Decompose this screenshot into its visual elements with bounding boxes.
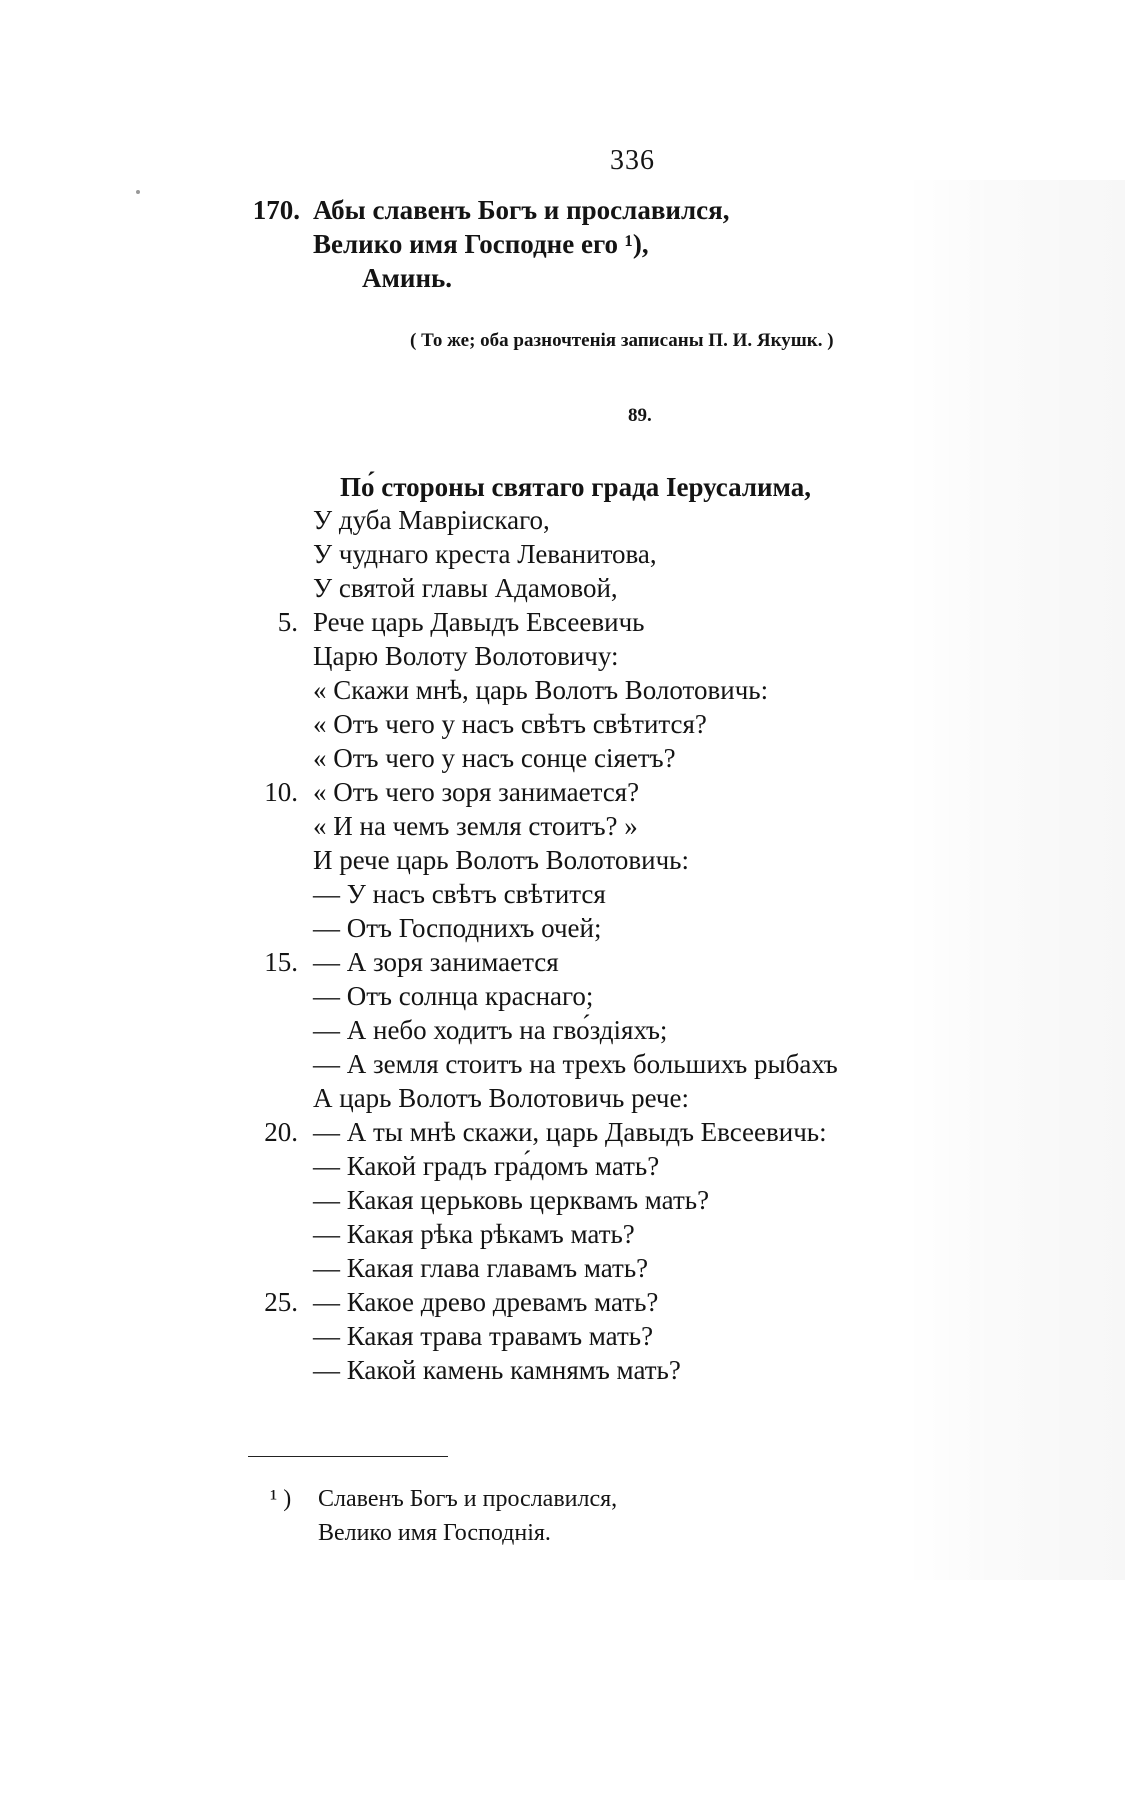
poem-line-2: У дуба Мавріискаго, — [313, 505, 550, 535]
poem-line-20: — А ты мнѣ скажи, царь Давыдъ Евсеевичь: — [313, 1117, 827, 1147]
poem-line-17: — А небо ходитъ на гво́здіяхъ; — [313, 1015, 668, 1045]
line-number-170: 170. — [252, 195, 300, 225]
poem-line-23: — Какая рѣка рѣкамъ мать? — [313, 1219, 635, 1249]
poem-line-19: А царь Волотъ Волотовичь рече: — [313, 1083, 689, 1113]
poem-line-10: « Отъ чего зоря занимается? — [313, 777, 640, 807]
prev-line-amen: Аминь. — [362, 263, 453, 293]
line-number-5: 5. — [277, 607, 298, 637]
poem-line-27: — Какой камень камнямъ мать? — [313, 1355, 681, 1385]
poem-line-16: — Отъ солнца краснаго; — [313, 981, 594, 1011]
poem-line-15: — А зоря занимается — [313, 947, 559, 977]
poem-line-8: « Отъ чего у насъ свѣтъ свѣтится? — [313, 709, 707, 739]
footnote-rule — [248, 1456, 448, 1457]
poem-line-12: И рече царь Волотъ Волотовичь: — [313, 845, 689, 875]
poem-line-24: — Какая глава главамъ мать? — [313, 1253, 649, 1283]
poem-line-11: « И на чемъ земля стоитъ? » — [313, 811, 638, 841]
poem-line-5: Рече царь Давыдъ Евсеевичь — [313, 607, 645, 637]
poem-line-18: — А земля стоитъ на трехъ большихъ рыбахъ — [313, 1049, 838, 1079]
line-number-25: 25. — [264, 1287, 298, 1317]
line-number-10: 10. — [264, 777, 298, 807]
footnote-line-2: Велико имя Господнія. — [318, 1520, 551, 1546]
poem-line-9: « Отъ чего у насъ сонце сіяетъ? — [313, 743, 676, 773]
poem-line-14: — Отъ Господнихъ очей; — [313, 913, 602, 943]
footnote-line-1: Славенъ Богъ и прославился, — [318, 1486, 618, 1512]
poem-line-6: Царю Волоту Волотовичу: — [313, 641, 619, 671]
poem-line-25: — Какое древо древамъ мать? — [313, 1287, 659, 1317]
line-number-20: 20. — [264, 1117, 298, 1147]
poem-line-22: — Какая церьковь церквамъ мать? — [313, 1185, 710, 1215]
poem-line-7: « Скажи мнѣ, царь Волотъ Волотовичь: — [313, 675, 769, 705]
bleed-through-shadow — [905, 180, 1125, 1580]
line-number-15: 15. — [264, 947, 298, 977]
print-speck — [136, 190, 140, 194]
poem-line-4: У святой главы Адамовой, — [313, 573, 618, 603]
poem-line-26: — Какая трава травамъ мать? — [313, 1321, 654, 1351]
poem-line-21: — Какой градъ гра́домъ мать? — [313, 1151, 660, 1181]
prev-line-1: Абы славенъ Богъ и прославился, — [313, 195, 730, 225]
poem-line-13: — У насъ свѣтъ свѣтится — [313, 879, 606, 909]
poem-line-3: У чуднаго креста Леванитова, — [313, 539, 657, 569]
source-note: ( То же; оба разночтенія записаны П. И. Якушк. ) — [410, 330, 834, 351]
page-number: 336 — [610, 145, 655, 176]
poem-line-1: По́ стороны святаго града Іерусалима, — [340, 472, 812, 502]
footnote-marker: ¹ ) — [270, 1486, 292, 1512]
prev-line-2: Велико имя Господне его ¹), — [313, 229, 649, 259]
poem-number: 89. — [628, 405, 652, 426]
